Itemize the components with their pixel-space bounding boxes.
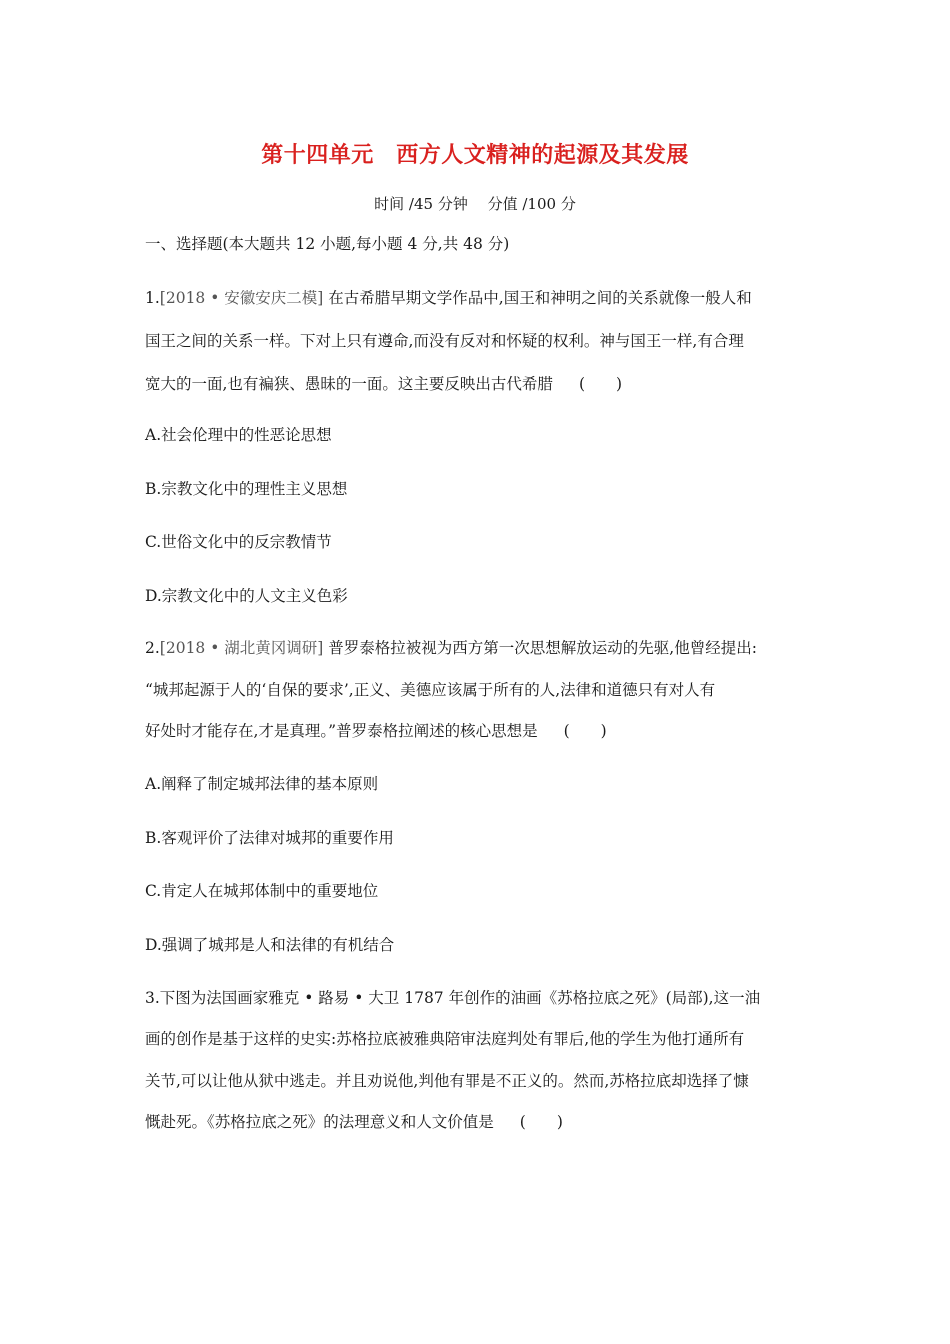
option-c: C.肯定人在城邦体制中的重要地位 (145, 882, 379, 900)
option-d: D.宗教文化中的人文主义色彩 (145, 587, 348, 605)
question-3-line-2: 画的创作是基于这样的史实:苏格拉底被雅典陪审法庭判处有罪后,他的学生为他打通所有 (145, 1030, 745, 1048)
option-b: B.宗教文化中的理性主义思想 (145, 480, 348, 498)
question-1-line-2: 国王之间的关系一样。下对上只有遵命,而没有反对和怀疑的权利。神与国王一样,有合理 (145, 332, 744, 350)
question-source: [2018 • 安徽安庆二模] (159, 289, 324, 307)
question-2-line-1: 2.[2018 • 湖北黄冈调研] 普罗泰格拉被视为西方第一次思想解放运动的先驱,他曾经提出: (145, 639, 757, 657)
question-number: 2. (145, 639, 160, 657)
question-2-line-3: 好处时才能存在,才是真理。”普罗泰格拉阐述的核心思想是 ( ) (145, 722, 607, 740)
question-source: [2018 • 湖北黄冈调研] (159, 639, 324, 657)
answer-paren: ( ) (578, 375, 623, 393)
answer-paren: ( ) (563, 722, 607, 740)
question-3-line-3: 关节,可以让他从狱中逃走。并且劝说他,判他有罪是不正义的。然而,苏格拉底却选择了慷 (145, 1072, 749, 1090)
option-a: A.阐释了制定城邦法律的基本原则 (145, 775, 379, 793)
question-number: 3. (145, 989, 160, 1007)
time-score-info: 时间 /45 分钟 分值 /100 分 (374, 195, 576, 213)
option-d: D.强调了城邦是人和法律的有机结合 (145, 936, 395, 954)
question-3-line-4: 慨赴死。《苏格拉底之死》的法理意义和人文价值是 ( ) (145, 1113, 563, 1131)
question-2-line-2: “城邦起源于人的‘自保的要求’,正义、美德应该属于所有的人,法律和道德只有对人有 (145, 681, 716, 699)
option-b: B.客观评价了法律对城邦的重要作用 (145, 829, 394, 847)
question-1-line-3: 宽大的一面,也有褊狭、愚昧的一面。这主要反映出古代希腊 ( ) (145, 375, 623, 393)
option-a: A.社会伦理中的性恶论思想 (145, 426, 332, 444)
answer-paren: ( ) (519, 1113, 563, 1131)
section-heading: 一、选择题(本大题共 12 小题,每小题 4 分,共 48 分) (145, 235, 510, 253)
question-1-line-1: 1.[2018 • 安徽安庆二模] 在古希腊早期文学作品中,国王和神明之间的关系就像一般人和 (145, 289, 752, 307)
question-3-line-1: 3.下图为法国画家雅克 • 路易 • 大卫 1787 年创作的油画《苏格拉底之死》(局部),这一油 (145, 989, 761, 1007)
question-number: 1. (145, 289, 160, 307)
option-c: C.世俗文化中的反宗教情节 (145, 533, 332, 551)
unit-title: 第十四单元 西方人文精神的起源及其发展 (261, 143, 689, 168)
